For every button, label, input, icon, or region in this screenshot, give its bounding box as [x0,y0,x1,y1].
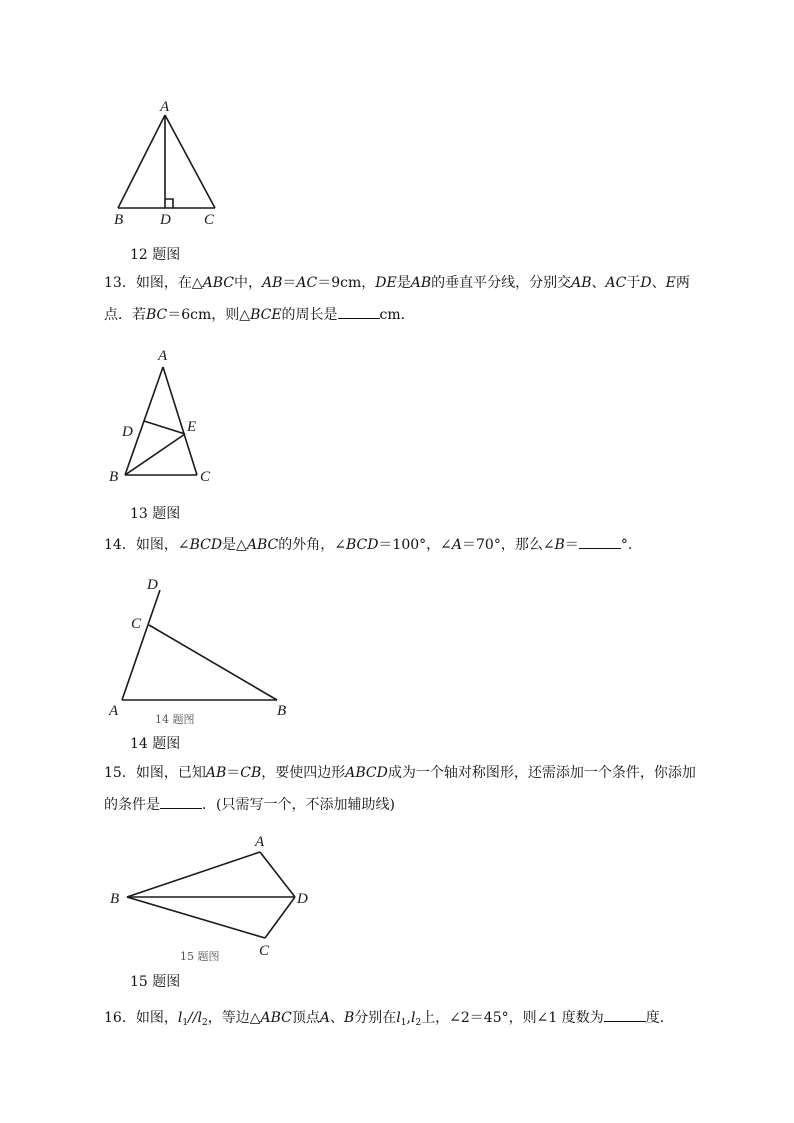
fig13-segment-de [144,421,185,434]
fig12-label-b: B [114,212,124,228]
fig14-caption: 14 题图 [130,736,181,752]
fig15-label-c: C [259,943,270,959]
fig12-side-ab [118,115,165,208]
q14-line-1: 14．如图，∠BCD是△ABC的外角，∠BCD＝100°，∠A＝70°，那么∠B＝ °． [104,534,642,555]
fig15-inner-caption: 15 题图 [180,950,220,963]
fig12-right-angle-mark [165,199,173,208]
fig15-side-bc [127,897,265,938]
q16-number: 16． [104,1010,136,1026]
fig15-side-cd [265,897,295,938]
q14-answer-blank[interactable] [579,534,621,549]
fig12-caption: 12 题图 [130,247,181,263]
fig15-label-b: B [110,891,120,907]
fig15-side-ba [127,852,260,897]
fig13-segment-be [125,434,185,475]
fig13-label-a: A [158,348,168,364]
fig14-side-cb [149,625,277,700]
q15-number: 15． [104,765,136,781]
fig14-label-d: D [147,577,158,593]
q15-line-1: 15．如图，已知AB＝CB，要使四边形ABCD成为一个轴对称图形，还需添加一个条件，你添加 [104,765,696,781]
q15-line-2: 的条件是 ．(只需写一个，不添加辅助线) [104,794,395,815]
q13-number: 13． [104,275,136,291]
q13-answer-blank[interactable] [338,304,380,319]
fig12-label-a: A [160,99,170,115]
fig14-label-b: B [277,703,287,719]
fig15-label-a: A [255,834,265,850]
q13-line-1: 13．如图，在△ABC中，AB＝AC＝9cm，DE是AB的垂直平分线，分别交AB、AC于D、E两 [104,275,690,291]
fig14-label-c: C [131,616,142,632]
fig14-line-ad [122,590,160,700]
fig12-side-ac [165,115,215,208]
fig13-label-c: C [200,469,211,485]
q16-line-1: 16．如图，$l_1//l_2$，等边△ABC顶点A、B分别在$l_1,l_2$上，∠2＝45°，则∠1 度数为 度． [104,1007,674,1033]
fig14-inner-caption: 14 题图 [155,713,195,726]
fig13-label-b: B [109,469,119,485]
figure-15-quadrilateral [105,830,325,962]
fig15-label-d: D [297,891,308,907]
fig15-side-ad [260,852,295,897]
fig13-label-e: E [187,419,197,435]
q14-number: 14． [104,537,136,553]
q16-answer-blank[interactable] [604,1007,646,1022]
fig14-label-a: A [109,703,119,719]
figure-14-triangle-exterior-angle [105,573,300,726]
q13-line-2: 点．若BC＝6cm，则△BCE的周长是 cm． [104,304,415,325]
q15-answer-blank[interactable] [160,794,202,809]
fig15-caption: 15 题图 [130,974,181,990]
fig13-label-d: D [122,424,133,440]
fig12-label-d: D [160,212,171,228]
fig13-caption: 13 题图 [130,506,181,522]
figure-13-triangle [105,343,235,488]
figure-12-isosceles-triangle [100,95,240,230]
fig12-label-c: C [204,212,215,228]
